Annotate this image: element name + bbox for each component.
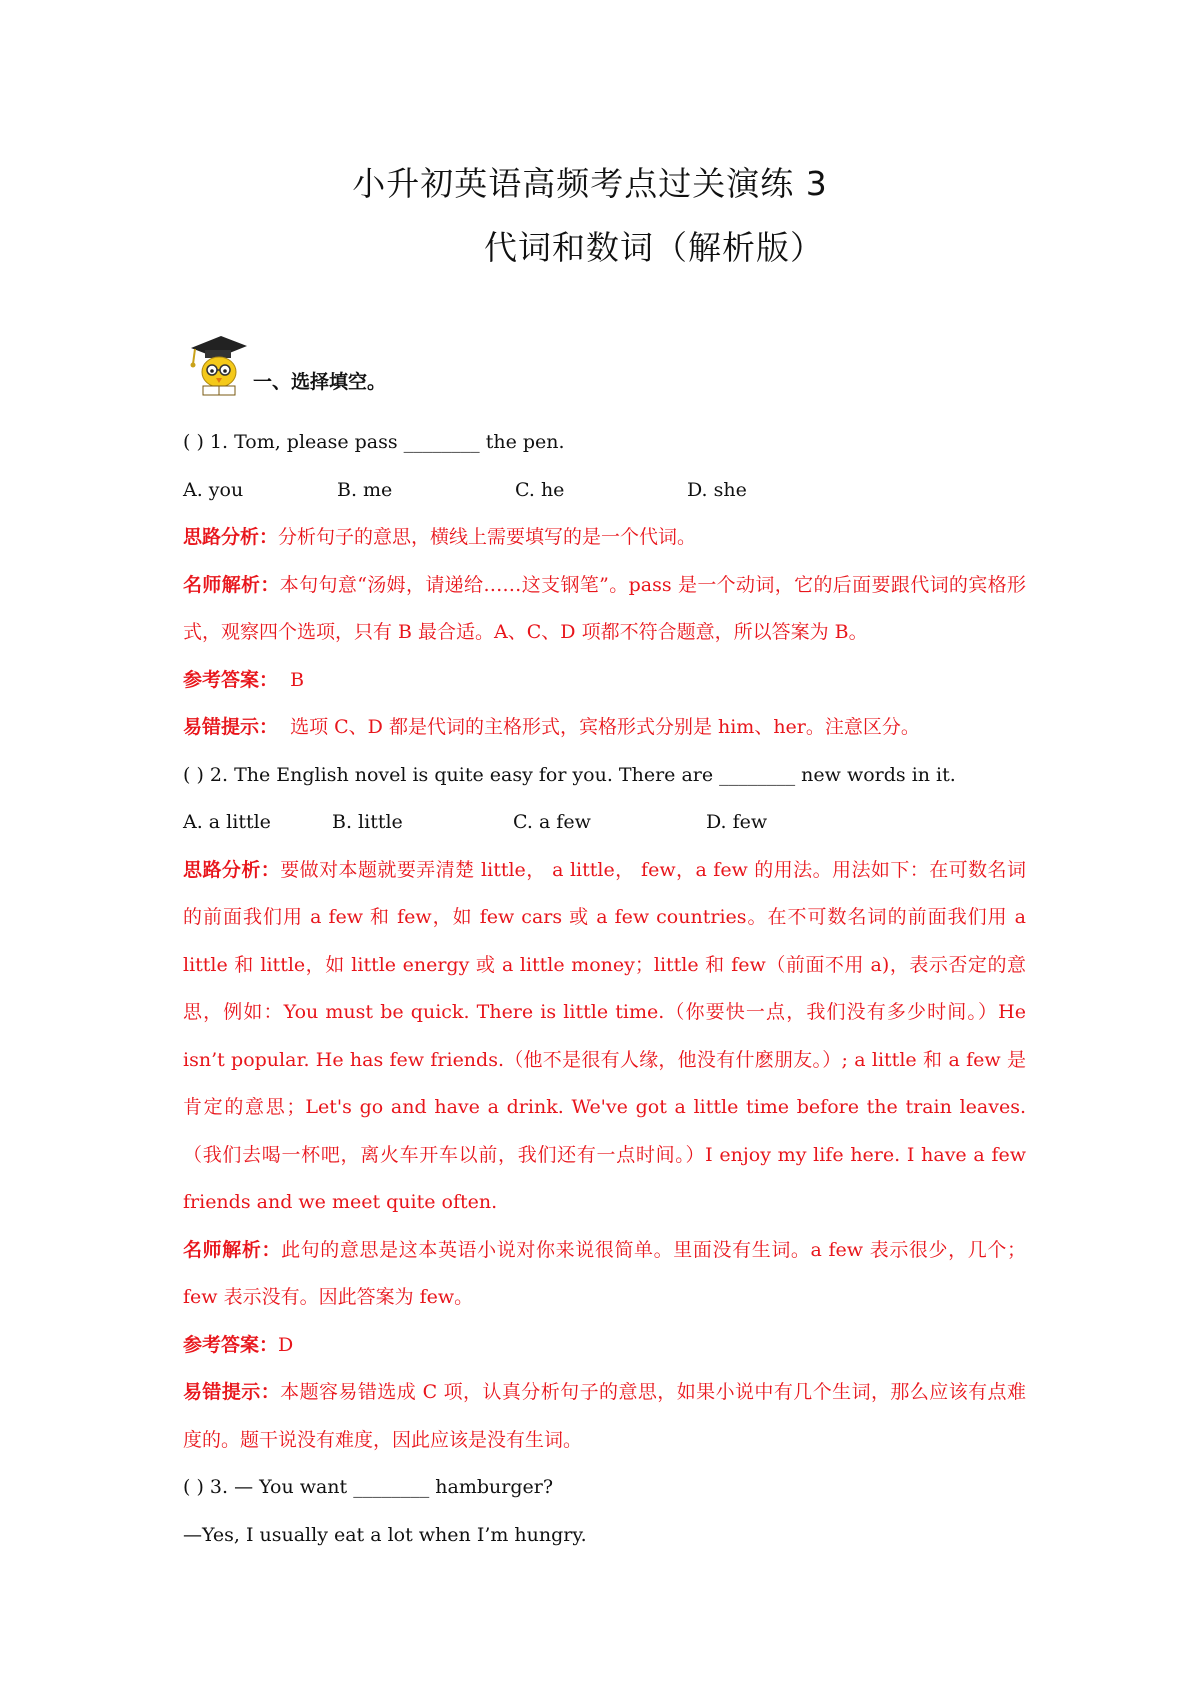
option-c: C. he [515,478,565,501]
answer-text: B [278,668,305,691]
analysis [183,847,1026,1227]
teacher-text: 本句句意“汤姆，请递给……这支钢笔”。pass 是一个动词，它的后面要跟代词的宾格形式，观察四个选项，只有 B 最合适。A、C、D 项都不符合题意，所以答案为 B。 [183,573,1026,643]
question-stem: ( ) 3. — You want ________ hamburger? [183,1476,553,1498]
option-b: B. me [337,478,393,501]
teacher-text: 此句的意思是这本英语小说对你来说很简单。里面没有生词。a few 表示很少，几个；few 表示没有。因此答案为 few。 [183,1238,1026,1308]
reference-answer [183,1322,1026,1370]
option-row [183,799,1026,847]
page-title: 小升初英语高频考点过关演练 3 [352,164,828,203]
question-stem: ( ) 2. The English novel is quite easy for you. There are ________ new words in it. [183,763,956,786]
option-row [183,467,1026,515]
analysis-text: 分析句子的意思，横线上需要填写的是一个代词。 [278,526,697,548]
analysis-label: 思路分析： [183,526,279,548]
option-a: A. a little [183,811,271,833]
answer-label: 参考答案： [183,1333,279,1356]
analysis-label: 思路分析： [183,858,281,881]
analysis-text: 要做对本题就要弄清楚 little， a little， few，a few 的用法。用法如下：在可数名词的前面我们用 a few 和 few，如 few cars 或 a few countries。在不可数名词的前面我们用 a little 和 little，如 little energy 或 a little money；little 和 few（前面不用 a)，表示否定的意思，例如：You must be quick. There is little time.（你要快一点，我们没有多少时间。）He isn’t popular. He has few friends.（他不是很有人缘，他没有什麽朋友。）; a little 和 a few 是肯定的意思；Let's go and have a drink. We've got a little time before the train leaves.（我们去喝一杯吧，离火车开车以前，我们还有一点时间。）I enjoy my life here. I have a few friends and we meet quite often. [183,858,1026,1213]
graduate-mascot-icon [183,330,251,398]
option-d: D. few [706,811,768,833]
question-list [183,419,1026,1559]
page-subtitle: 代词和数词（解析版） [484,228,824,267]
tip-text: 选项 C、D 都是代词的主格形式，宾格形式分别是 him、her。注意区分。 [278,716,920,738]
option-a: A. you [183,478,244,501]
analysis [183,514,1026,562]
reference-answer [183,657,1026,705]
tip-label: 易错提示： [183,1381,281,1403]
section-header [183,328,386,398]
option-c: C. a few [513,811,591,833]
question-stem: ( ) 1. Tom, please pass ________ the pen. [183,431,565,453]
answer-label: 参考答案： [183,668,279,691]
answer-text: D [278,1333,294,1356]
error-tip [183,1369,1026,1464]
teacher-explanation [183,1227,1026,1322]
teacher-explanation [183,562,1026,657]
teacher-label: 名师解析： [183,573,280,596]
error-tip [183,704,1026,752]
tip-label: 易错提示： [183,716,279,738]
tip-text: 本题容易错选成 C 项，认真分析句子的意思，如果小说中有几个生词，那么应该有点难度的。题干说没有难度，因此应该是没有生词。 [183,1381,1026,1451]
teacher-label: 名师解析： [183,1238,282,1261]
dialogue-reply: —Yes, I usually eat a lot when I’m hungry. [183,1523,587,1546]
option-d: D. she [687,478,747,501]
option-b: B. little [332,811,403,833]
section-label: 一、选择填空。 [253,371,387,393]
